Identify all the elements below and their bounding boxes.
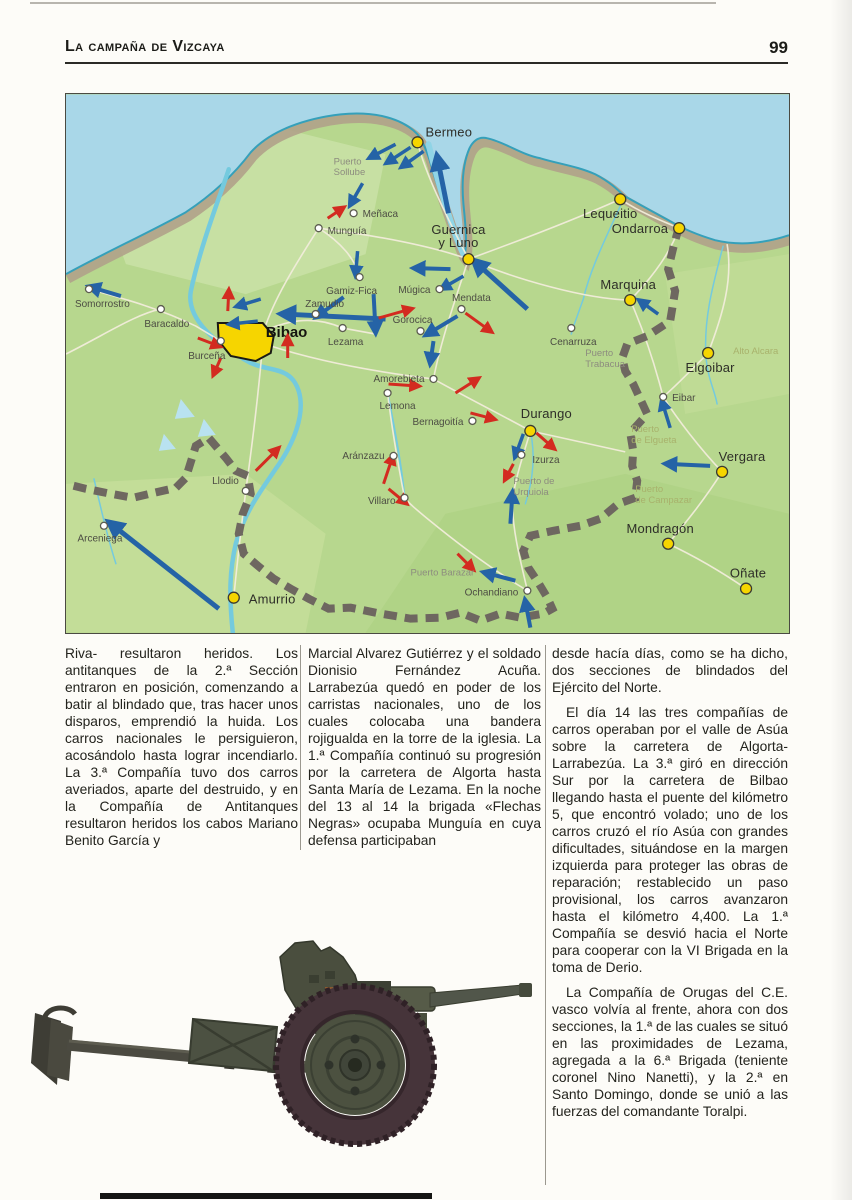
movement-arrow-blue	[416, 268, 451, 269]
town-label: Zamudio	[305, 299, 345, 311]
town-label: Mendata	[452, 293, 491, 305]
town-label: Baracaldo	[144, 319, 190, 331]
town-dot	[315, 225, 322, 232]
page-header	[65, 38, 788, 56]
town-dot	[524, 587, 531, 594]
town-dot	[703, 348, 714, 359]
town-label: Meñaca	[362, 209, 399, 221]
town-dot	[469, 417, 476, 424]
town-dot	[412, 137, 423, 148]
town-dot	[458, 306, 465, 313]
town-dot	[390, 452, 397, 459]
movement-arrow-red	[228, 291, 229, 311]
paragraph: Riva- resultaron heridos. Los antitanques de la 2.ª Sección entraron en posición, comenzando a batir al blindado que, tras hacer unos disparos, emprendió la huida. Los carros nacionales le persiguieron, acosándolo hasta lograr incendiarlo. La 3.ª Compañía tuvo dos carros averiados, aparte del destruido, y en la Compañía de Antitanques resultaron heridos los cabos Mariano Benito García y	[65, 646, 298, 848]
town-dot	[401, 494, 408, 501]
campaign-map	[65, 93, 790, 634]
town-label: Llodio	[212, 475, 239, 487]
header-rule	[65, 62, 788, 64]
town-label: Izurza	[532, 454, 560, 466]
town-label: Eibar	[672, 392, 696, 404]
town-dot	[417, 328, 424, 335]
town-dot	[350, 210, 357, 217]
town-dot	[157, 306, 164, 313]
town-label: Elgoibar	[685, 359, 735, 375]
town-label: Gamiz-Fica	[326, 286, 378, 298]
town-dot	[674, 223, 685, 234]
page-edge-shadow	[830, 0, 852, 1200]
town-dot	[384, 389, 391, 396]
town-label: Gorocica	[392, 315, 433, 327]
text-column-2	[308, 645, 541, 857]
town-dot	[741, 583, 752, 594]
town-label: Amurrio	[248, 591, 296, 607]
pass-label: Puerto Barazar	[410, 567, 475, 579]
town-dot	[228, 592, 239, 603]
page-top-edge	[30, 2, 716, 4]
town-label: Ochandiano	[464, 587, 519, 599]
town-label: Durango	[520, 405, 572, 421]
town-dot	[625, 295, 636, 306]
town-label: Lezama	[327, 337, 364, 349]
town-label: Cenarruza	[550, 337, 597, 349]
text-column-1	[65, 645, 298, 857]
town-label: Aránzazu	[342, 450, 385, 462]
town-dot	[339, 325, 346, 332]
town-label: Lemona	[379, 400, 416, 412]
town-label: Burceña	[188, 351, 226, 363]
map-svg	[66, 94, 789, 633]
town-dot	[615, 194, 626, 205]
text-column-3	[552, 645, 788, 1128]
town-dot	[217, 338, 224, 345]
town-label: Arceniega	[77, 533, 123, 545]
town-dot	[463, 254, 474, 265]
town-label: Ondarroa	[611, 221, 669, 237]
bottom-edge-bar	[100, 1193, 432, 1199]
pass-label: Puerto Trabacua	[585, 348, 625, 370]
pass-label: Alto Alcara	[733, 346, 779, 358]
town-label: Marquina	[600, 277, 657, 293]
pass-label: Puerto de Campazar	[635, 483, 693, 506]
pass-label: Puerto de Urquiola	[513, 475, 555, 498]
town-dot	[518, 451, 525, 458]
pass-label: Puerto de Elgueta	[631, 423, 677, 446]
town-dot	[660, 393, 667, 400]
town-dot	[663, 538, 674, 549]
town-dot	[525, 425, 536, 436]
column-separator	[300, 645, 301, 850]
movement-arrow-blue	[374, 294, 376, 331]
town-dot	[436, 286, 443, 293]
town-dot	[242, 487, 249, 494]
chapter-title: La campaña de Vizcaya	[65, 38, 225, 55]
town-label: Bernagoitía	[412, 416, 464, 428]
movement-arrow-blue	[510, 494, 512, 524]
town-label: Lequeitio	[583, 206, 638, 222]
town-dot	[430, 375, 437, 382]
town-dot	[356, 274, 363, 281]
gun-seat-box	[189, 1019, 277, 1071]
town-label: Oñate	[729, 565, 767, 581]
town-dot	[85, 286, 92, 293]
movement-arrow-blue	[667, 464, 710, 466]
column-separator	[545, 645, 546, 1185]
town-label: Guernica y Luno	[431, 222, 486, 251]
town-label: Villaro	[368, 495, 396, 507]
town-dot	[717, 466, 728, 477]
paragraph: Marcial Alvarez Gutiérrez y el soldado Dionisio Fernández Acuña. Larrabezúa quedó en poder de los carristas nacionales, uno de los cuales colocaba una bandera rojigualda en la torre de la iglesia. La 1.ª Compañía continuó su progresión por la carretera de Algorta hasta Santa María de Lezama. En la noche del 13 al 14 la brigada «Flechas Negras» ocupaba Munguía en cuya defensa participaban	[308, 646, 541, 848]
town-label: Mondragón	[626, 520, 694, 536]
town-label: Amorebieta	[373, 373, 425, 385]
bilbao-label: Bibao	[265, 324, 308, 342]
page-number: 99	[769, 38, 788, 57]
terrain-highlight	[665, 254, 789, 414]
gun-wheel	[276, 986, 434, 1144]
pass-label: Puerto Sollube	[333, 156, 366, 179]
anti-tank-gun-illustration	[25, 935, 545, 1185]
paragraph: desde hacía días, como se ha dicho, dos secciones de blindados del Ejército del Norte.	[552, 646, 788, 695]
paragraph: La Compañía de Orugas del C.E. vasco volvía al frente, ahora con dos secciones, la 1.ª de las cuales se situó en las proximidades de Lezama, agregada a la 6.ª Brigada (teniente coronel Nino Nanetti), y la 2.ª en Santo Domingo, donde se unió a las fuerzas del comandante Toralpi.	[552, 985, 788, 1119]
town-dot	[568, 325, 575, 332]
paragraph: El día 14 las tres compañías de carros operaban por el valle de Asúa sobre la carretera de Algorta-Larrabezúa. La 3.ª giró en dirección Sur por la carretera de Bilbao llegando hasta el puente del kilómetro 5, que encontró volado; uno de los carros cruzó el río Asúa con grandes dificultades, situándose en la margen izquierda para proteger las obras de reparación; restablecido un paso provisional, los carros avanzaron hasta el kilómetro 4,400. La 1.ª Compañía se desvió hacia el Norte para cooperar con la VI Brigada en la toma de Derio.	[552, 705, 788, 975]
town-dot	[100, 522, 107, 529]
town-dot	[312, 311, 319, 318]
town-label: Bermeo	[425, 124, 473, 140]
town-label: Múgica	[398, 285, 431, 297]
town-label: Somorrostro	[74, 299, 130, 311]
town-label: Munguía	[327, 226, 367, 238]
movement-arrow-blue	[356, 251, 358, 274]
town-label: Vergara	[718, 448, 766, 464]
